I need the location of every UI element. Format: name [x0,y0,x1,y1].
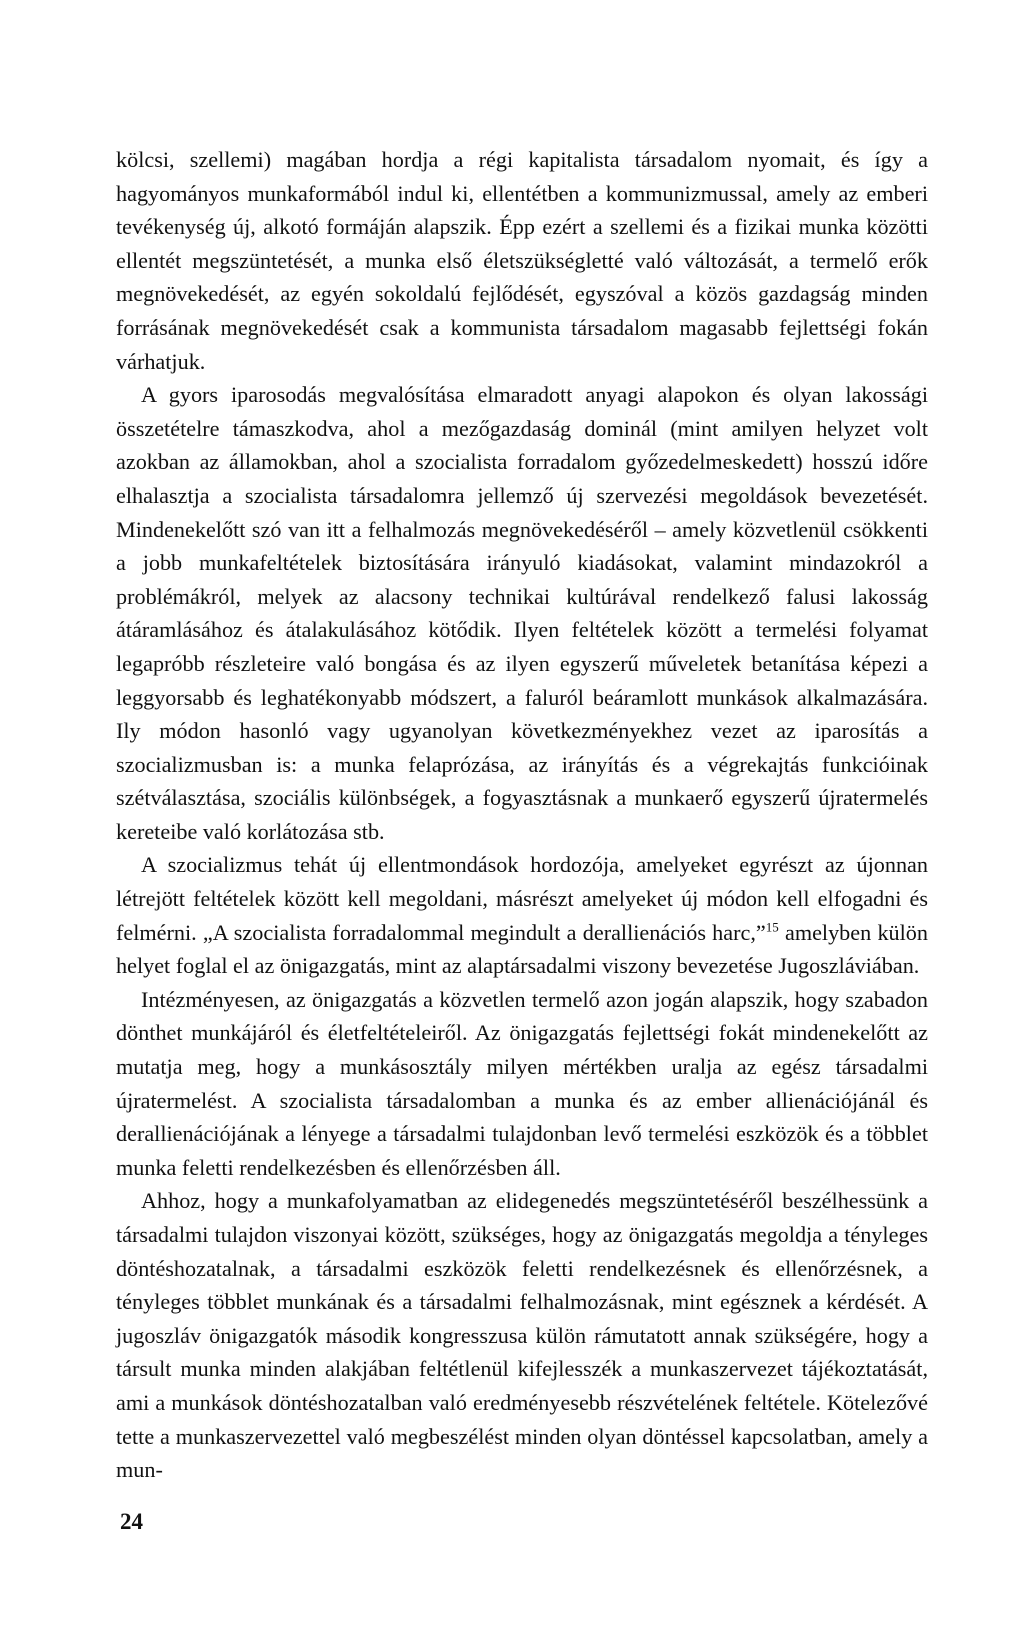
paragraph-4: Intézményesen, az önigazgatás a közvetlen termelő azon jogán alapszik, hogy szabadon dönthet munkájáról és életfeltételeiről. Az önigazgatás fejlettségi fokát mindenekelőtt az mutatja meg, hogy a munkásosztály milyen mértékben uralja az egész társadalmi újratermelést. A szocialista társadalomban a munka és az ember allienációjánál és derallienációjának a lényege a társadalmi tulajdonban levő termelési eszközök és a többlet munka feletti rendelkezésben és ellenőrzésben áll. [116,986,928,1180]
body-text [116,143,928,1487]
footnote-reference: 15 [765,919,779,935]
paragraph-3 [116,848,928,982]
page-number: 24 [120,1509,143,1534]
paragraph-5: Ahhoz, hogy a munkafolyamatban az elidegenedés megszüntetéséről beszélhessünk a társadalmi tulajdon viszonyai között, szükséges, hogy az önigazgatás megoldja a tényleges döntéshozatalnak, a társadalmi eszközök feletti rendelkezésnek és ellenőrzésnek, a tényleges többlet munkának és a társadalmi felhalmozásnak, mint egésznek a kérdését. A jugoszláv önigazgatók második kongresszusa külön rámutatott annak szükségére, hogy a társult munka minden alakjában feltétlenül kifejlesszék a munkaszervezet tájékoztatását, ami a munkások döntéshozatalban való eredményesebb részvételének feltétele. Kötelezővé tette a munkaszervezettel való megbeszélést minden olyan döntéssel kapcsolatban, amely a mun- [116,1188,928,1483]
paragraph-3-text: A szocializmus tehát új ellentmondások hordozója, amelyeket egyrészt az újonnan létrejött feltételek között kell megoldani, másrészt amelyeket új módon kell elfogadni és felmérni. „A szocialista forradalommal megindult a derallienációs harc,” [116,852,928,945]
paragraph-3-text-continued: amelyben külön helyet foglal el az önigazgatás, mint az alaptársadalmi viszony bevezetése Jugoszláviában. [116,919,928,979]
paragraph-2: A gyors iparosodás megvalósítása elmaradott anyagi alapokon és olyan lakossági összetételre támaszkodva, ahol a mezőgazdaság dominál (mint amilyen helyzet volt azokban az államokban, ahol a szocialista forradalom győzedelmeskedett) hosszú időre elhalasztja a szocialista társadalomra jellemző új szervezési megoldások bevezetését. Mindenekelőtt szó van itt a felhalmozás megnövekedéséről – amely közvetlenül csökkenti a jobb munkafeltételek biztosítására irányuló kiadásokat, valamint mindazokról a problémákról, melyek az alacsony technikai kultúrával rendelkező falusi lakosság átáramlásához és átalakulásához kötődik. Ilyen feltételek között a termelési folyamat legapróbb részleteire való bongása és az ilyen egyszerű műveletek betanítása képezi a leggyorsabb és leghatékonyabb módszert, a faluról beáramlott munkások alkalmazására. Ily módon hasonló vagy ugyanolyan következményekhez vezet az iparosítás a szocializmusban is: a munka felaprózása, az irányítás és a végrekajtás funkcióinak szétválasztása, szociális különbségek, a fogyasztásnak a munkaerő egyszerű újratermelés kereteibe való korlátozása stb. [116,382,928,844]
paragraph-1: kölcsi, szellemi) magában hordja a régi kapitalista társadalom nyomait, és így a hagyományos munkaformából indul ki, ellentétben a kommunizmussal, amely az emberi tevékenység új, alkotó formáján alapszik. Épp ezért a szellemi és a fizikai munka közötti ellentét megszüntetését, a munka első életszükségletté való változását, a termelő erők megnövekedését, az egyén sokoldalú fejlődését, egyszóval a közös gazdagság minden forrásának megnövekedését csak a kommunista társadalom magasabb fejlettségi fokán várhatjuk. [116,147,928,374]
